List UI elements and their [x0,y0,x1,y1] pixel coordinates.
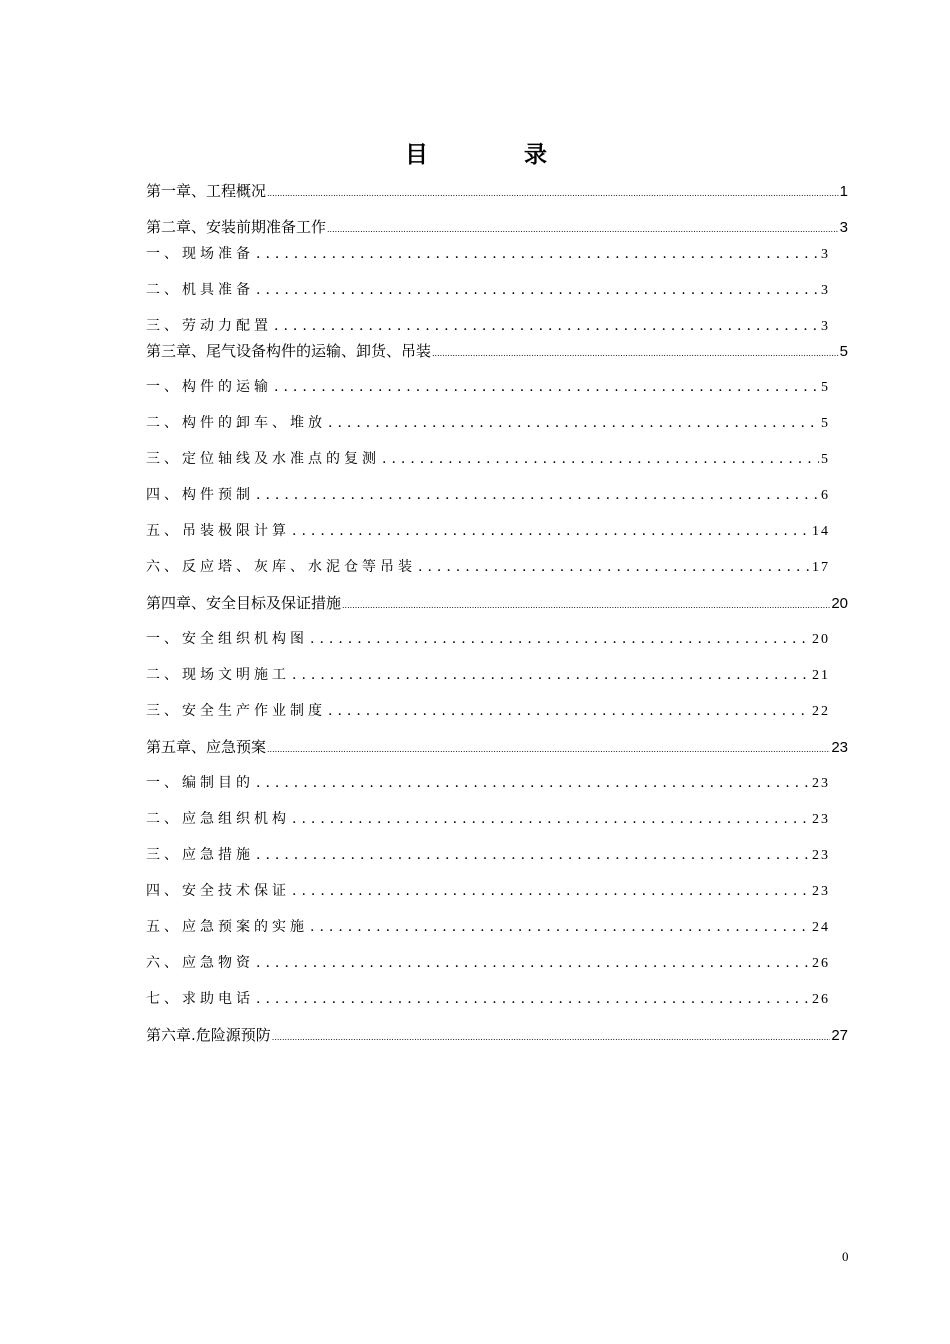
toc-entry-page: 3 [821,247,830,262]
dot-leader [418,559,810,575]
toc-entry-label: 三、应急措施 [146,847,254,863]
toc-entry-label: 二、机具准备 [146,282,254,298]
dot-leader [292,523,810,539]
toc-section-entry[interactable] [146,412,830,436]
toc-entry-page: 22 [812,704,830,719]
toc-entry-label: 六、反应塔、灰库、水泥仓等吊装 [146,559,416,575]
toc-entry-label: 一、编制目的 [146,775,254,791]
toc-entry-label: 二、应急组织机构 [146,811,290,827]
toc-entry-label: 一、构件的运输 [146,379,272,395]
toc-entry-page: 23 [812,848,830,863]
dot-leader [310,631,810,647]
dot-leader [256,487,819,503]
toc-section-entry[interactable] [146,243,830,267]
dot-leader [382,451,819,467]
dot-leader [256,246,819,262]
dot-leader [256,775,810,791]
toc-entry-page: 5 [839,343,848,360]
toc-entry-label: 一、安全组织机构图 [146,631,308,647]
toc-entry-label: 二、现场文明施工 [146,667,290,683]
toc-section-entry[interactable] [146,988,830,1012]
toc-entry-label: 第六章.危险源预防 [146,1026,271,1044]
toc-entry-label: 第二章、安装前期准备工作 [146,218,327,236]
toc-title: 目 录 [404,142,591,168]
toc-entry-page: 23 [812,776,830,791]
toc-entry-label: 第五章、应急预案 [146,738,267,756]
dot-leader [256,847,810,863]
toc-entry-page: 26 [812,956,830,971]
dot-leader [274,318,819,334]
toc-chapter-entry[interactable] [146,1024,848,1048]
dot-leader [327,225,839,234]
dot-leader [272,1033,831,1042]
toc-entry-page: 14 [812,524,830,539]
toc-entry-page: 5 [821,416,830,431]
toc-entry-page: 23 [812,812,830,827]
toc-entry-label: 第一章、工程概况 [146,182,267,200]
toc-section-entry[interactable] [146,315,830,339]
toc-section-entry[interactable] [146,952,830,976]
toc-section-entry[interactable] [146,772,830,796]
toc-entry-label: 六、应急物资 [146,955,254,971]
page-number: 0 [842,1249,849,1264]
dot-leader [328,703,810,719]
toc-entry-label: 二、构件的卸车、堆放 [146,415,326,431]
toc-section-entry[interactable] [146,700,830,724]
toc-section-entry[interactable] [146,520,830,544]
toc-entry-page: 23 [812,884,830,899]
dot-leader [292,667,810,683]
toc-section-entry[interactable] [146,808,830,832]
toc-chapter-entry[interactable] [146,180,848,204]
toc-entry-label: 五、应急预案的实施 [146,919,308,935]
dot-leader [256,991,810,1007]
toc-section-entry[interactable] [146,916,830,940]
toc-entry-label: 三、定位轴线及水准点的复测 [146,451,380,467]
toc-entry-page: 3 [821,283,830,298]
toc-entry-page: 3 [821,319,830,334]
toc-entry-page: 23 [831,739,848,756]
dot-leader [432,349,839,358]
dot-leader [292,883,810,899]
toc-entry-label: 七、求助电话 [146,991,254,1007]
toc-entry-page: 26 [812,992,830,1007]
toc-entry-page: 6 [821,488,830,503]
toc-entry-page: 3 [839,219,848,236]
toc-entry-page: 24 [812,920,830,935]
toc-entry-label: 第四章、安全目标及保证措施 [146,594,342,612]
toc-entry-label: 四、安全技术保证 [146,883,290,899]
toc-entry-label: 三、劳动力配置 [146,318,272,334]
dot-leader [342,601,830,610]
dot-leader [274,379,819,395]
dot-leader [292,811,810,827]
dot-leader [267,745,830,754]
toc-entry-page: 1 [839,183,848,200]
toc-section-entry[interactable] [146,628,830,652]
dot-leader [267,189,839,198]
toc-entry-page: 21 [812,668,830,683]
toc-entry-label: 三、安全生产作业制度 [146,703,326,719]
toc-entry-page: 5 [821,452,830,467]
toc-entry-page: 5 [821,380,830,395]
toc-entry-label: 一、现场准备 [146,246,254,262]
toc-entry-label: 五、吊装极限计算 [146,523,290,539]
toc-section-entry[interactable] [146,880,830,904]
toc-section-entry[interactable] [146,664,830,688]
toc-section-entry[interactable] [146,556,830,580]
dot-leader [328,415,819,431]
dot-leader [310,919,810,935]
toc-entry-page: 17 [812,560,830,575]
toc-entry-page: 27 [831,1027,848,1044]
toc-chapter-entry[interactable] [146,216,848,240]
toc-section-entry[interactable] [146,279,830,303]
dot-leader [256,282,819,298]
toc-section-entry[interactable] [146,376,830,400]
toc-section-entry[interactable] [146,484,830,508]
toc-chapter-entry[interactable] [146,592,848,616]
toc-chapter-entry[interactable] [146,340,848,364]
toc-chapter-entry[interactable] [146,736,848,760]
toc-entry-label: 四、构件预制 [146,487,254,503]
dot-leader [256,955,810,971]
toc-entry-label: 第三章、尾气设备构件的运输、卸货、吊装 [146,342,432,360]
toc-section-entry[interactable] [146,844,830,868]
toc-entry-page: 20 [812,632,830,647]
toc-section-entry[interactable] [146,448,830,472]
toc-entry-page: 20 [831,595,848,612]
